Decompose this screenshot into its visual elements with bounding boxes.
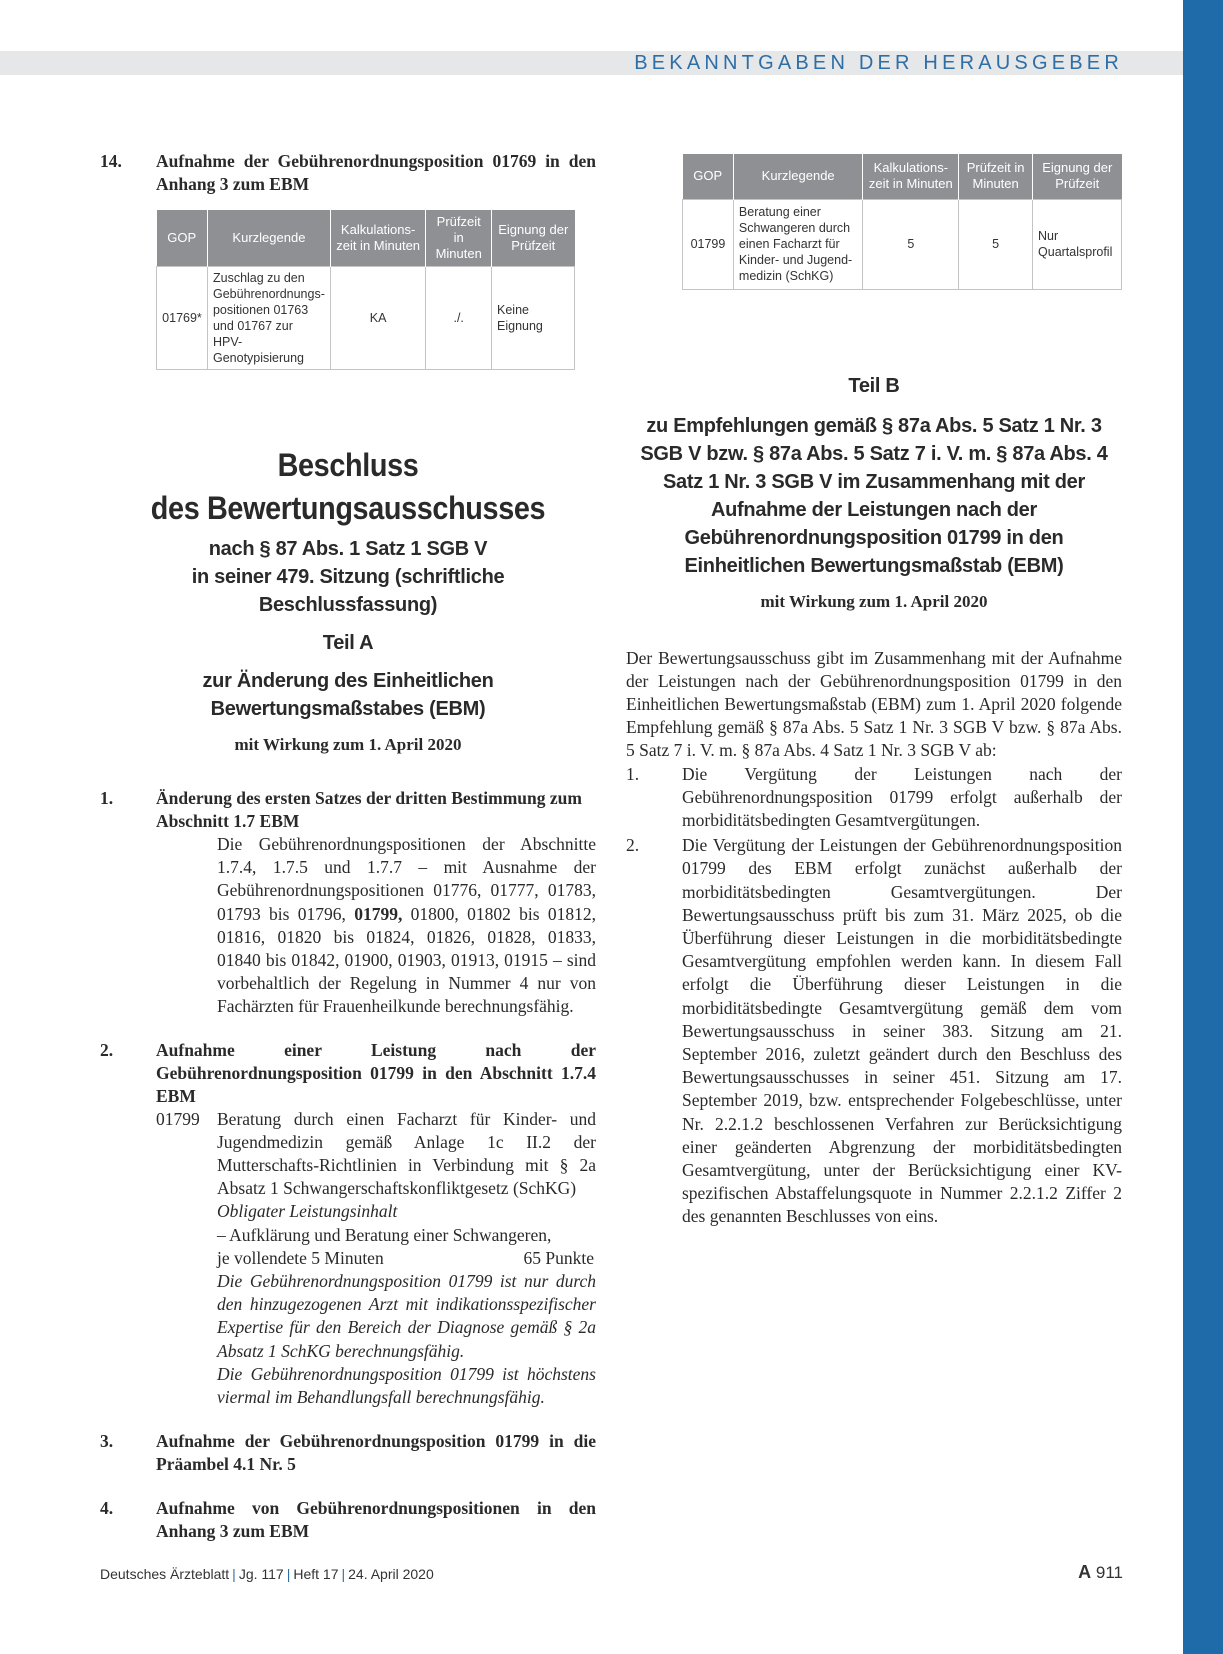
gop-number: 01799 xyxy=(156,1108,200,1129)
gop-description: Beratung durch einen Facharzt für Kinder- und Jugendmedizin gemäß Anlage 1c II.2 der Mutterschafts-Richtlinien in Verbindung mit § 2a Absatz 1 Schwangerschaftskonfliktgesetz (SchKG) xyxy=(217,1108,596,1199)
th-kalkulationszeit: Kalkulations-zeit in Minuten xyxy=(330,210,426,267)
side-color-bar xyxy=(1183,0,1223,1654)
page-prefix: A xyxy=(1078,1562,1092,1582)
teil-b-subtitle: zu Empfehlungen gemäß § 87a Abs. 5 Satz 1 Nr. 3 SGB V bzw. § 87a Abs. 5 Satz 7 i. V. m. § 87a Abs. 4 Satz 1 Nr. 3 SGB V im Zusammenhang mit der Aufnahme der Leistungen nach der Gebührenordnungsposition 01799 in den Einheitlichen Bewertungsmaßstab (EBM) xyxy=(640,414,1108,577)
item-number: 4. xyxy=(100,1498,114,1519)
teil-b-item-2 xyxy=(626,834,1122,1228)
teil-b-intro: Der Bewertungsausschuss gibt im Zusammenhang mit der Aufnahme der Leistungen nach der Gebührenordnungsposition 01799 in den Einheitlichen Bewertungsmaßstab (EBM) zum 1. April 2020 folgende Empfehlung gemäß § 87a Abs. 5 Satz 1 Nr. 3 SGB V bzw. § 87a Abs. 5 Satz 7 i. V. m. § 87a Abs. 4 Satz 1 Nr. 3 SGB V ab: xyxy=(626,647,1122,761)
section-title: Aufnahme der Gebührenordnungsposition 01769 in den Anhang 3 zum EBM xyxy=(156,151,596,194)
bullet-line1: – Aufklärung und Beratung einer Schwangeren, xyxy=(217,1224,552,1245)
gop-table-01799 xyxy=(682,154,1122,290)
table-row xyxy=(157,267,575,370)
cell-pruef: ./. xyxy=(426,267,492,370)
item-number: 2. xyxy=(626,835,640,856)
left-column xyxy=(100,150,596,1543)
gop-description-block xyxy=(217,1108,596,1410)
beschluss-sub2: in seiner 479. Sitzung (schriftliche Beschlussfassung) xyxy=(191,566,505,616)
cell-pruef: 5 xyxy=(959,199,1033,289)
th-gop: GOP xyxy=(157,210,208,267)
obligat-label: Obligater Leistungsinhalt xyxy=(217,1201,398,1222)
beschluss-heading xyxy=(100,444,596,757)
cell-gop: 01799 xyxy=(683,199,734,289)
footer-heft: Heft 17 xyxy=(293,1566,339,1582)
cell-kalk: 5 xyxy=(863,199,959,289)
note-2: Die Gebührenordnungsposition 01799 ist höchstens viermal im Behandlungsfall berechnungsfähig. xyxy=(217,1363,596,1408)
table-header-row xyxy=(157,210,575,267)
th-gop: GOP xyxy=(683,154,734,199)
cell-gop: 01769* xyxy=(157,267,208,370)
cell-eignung: Nur Quartalsprofil xyxy=(1033,199,1122,289)
th-kurzlegende: Kurzlegende xyxy=(207,210,330,267)
teil-b-title: Teil B xyxy=(848,374,900,397)
bullet-line2-row xyxy=(217,1247,596,1270)
teil-b-wirkung: mit Wirkung zum 1. April 2020 xyxy=(760,591,988,611)
footer-citation: Deutsches Ärzteblatt | Jg. 117 | Heft 17 | 24. April 2020 xyxy=(100,1566,434,1582)
teil-b-heading xyxy=(620,372,1128,614)
th-kurzlegende: Kurzlegende xyxy=(733,154,862,199)
item-number: 1. xyxy=(100,788,114,808)
item-4-heading xyxy=(100,1497,596,1543)
item-1-text-bold: 01799, xyxy=(354,903,403,924)
item-title: Aufnahme einer Leistung nach der Gebührenordnungsposition 01799 in den Abschnitt 1.7.4 EBM xyxy=(156,1039,596,1106)
footer-jg: Jg. 117 xyxy=(238,1566,284,1582)
item-2-heading xyxy=(100,1039,596,1108)
beschluss-title-line2: des Bewertungsausschusses xyxy=(150,490,546,526)
section-14-heading xyxy=(100,150,596,196)
beschluss-title-line1: Beschluss xyxy=(277,447,419,483)
teil-a-subtitle: zur Änderung des Einheitlichen Bewertungsmaßstabes (EBM) xyxy=(202,670,494,720)
gop-table-01769 xyxy=(156,210,575,370)
item-number: 2. xyxy=(100,1039,114,1060)
th-eignung: Eignung der Prüfzeit xyxy=(1033,154,1122,199)
item-text: Die Vergütung der Leistungen nach der Gebührenordnungsposition 01799 erfolgt außerhalb der morbiditätsbedingten Gesamtvergütungen. xyxy=(682,763,1122,830)
item-text: Die Vergütung der Leistungen der Gebührenordnungsposition 01799 des EBM erfolgt zunächst außerhalb der morbiditätsbedingten Gesamtvergütungen. Der Bewertungsausschuss prüft bis zum 31. März 2025, ob die Überführung dieser Leistungen in die morbiditätsbedingte Gesamtvergütung empfohlen werden kann. In diesem Fall erfolgt die Überführung dieser Leistungen in die morbiditätsbedingte Gesamtvergütung gemäß dem vom Bewertungsausschuss in seiner 383. Sitzung am 21. September 2016, zuletzt geändert durch den Beschluss des Bewertungsausschusses in seiner 451. Sitzung am 17. September 2019, bzw. entsprechender Folgebeschlüsse, unter Nr. 2.2.1.2 beschlossenen Verfahren zur Berücksichtigung einer geänderten Abgrenzung der morbiditätsbedingten Gesamtvergütung, unter der Berücksichtigung einer KV-spezifischen Abstaffelungsquote in Nummer 2.2.1.2 Ziffer 2 des genannten Beschlusses von eins. xyxy=(682,835,1122,1227)
cell-kurzlegende: Beratung einer Schwangeren durch einen Facharzt für Kinder- und Jugend-medizin (SchKG) xyxy=(733,199,862,289)
th-pruefzeit: Prüfzeit in Minuten xyxy=(426,210,492,267)
teil-a-title: Teil A xyxy=(322,632,374,654)
th-kalkulationszeit: Kalkulations-zeit in Minuten xyxy=(863,154,959,199)
item-3-heading xyxy=(100,1430,596,1476)
item-title: Aufnahme von Gebührenordnungspositionen in den Anhang 3 zum EBM xyxy=(156,1498,596,1542)
item-1-heading xyxy=(100,787,596,833)
footer-journal: Deutsches Ärzteblatt xyxy=(100,1566,230,1582)
section-number: 14. xyxy=(100,151,122,171)
section-header-title: BEKANNTGABEN DER HERAUSGEBER xyxy=(634,52,1123,74)
page-number: 911 xyxy=(1095,1563,1123,1582)
item-number: 3. xyxy=(100,1431,114,1452)
item-title: Änderung des ersten Satzes der dritten Bestimmung zum Abschnitt 1.7 EBM xyxy=(156,788,582,831)
item-1-text-b: 01800, 01802 bis 01812, 01816, 01820 bis 01824, 01826, 01828, 01833, 01840 bis 01842, 01900, 01903, 01913, 01915 – sind vorbehaltlich der Regelung in Nummer 4 nur von Fachärzten für Frauenheilkunde berechnungsfähig. xyxy=(217,903,596,1017)
teil-b-item-1 xyxy=(626,763,1122,833)
th-eignung: Eignung der Prüfzeit xyxy=(492,210,575,267)
footer-page-number xyxy=(1078,1562,1123,1583)
item-number: 1. xyxy=(626,763,640,784)
th-pruefzeit: Prüfzeit in Minuten xyxy=(959,154,1033,199)
punkte-value: 65 Punkte xyxy=(523,1247,594,1268)
table-header-row xyxy=(683,154,1122,199)
beschluss-sub1: nach § 87 Abs. 1 Satz 1 SGB V xyxy=(208,538,488,560)
note-1: Die Gebührenordnungsposition 01799 ist nur durch den hinzugezogenen Arzt mit indikationsspezifischer Expertise für den Bereich der Diagnose gemäß § 2a Absatz 1 SchKG berechnungsfähig. xyxy=(217,1271,596,1361)
bullet-line2: je vollendete 5 Minuten xyxy=(217,1247,384,1268)
table-row xyxy=(683,199,1122,289)
footer-date: 24. April 2020 xyxy=(348,1566,434,1582)
item-1-text-a: Die Gebührenordnungspositionen der Abschnitte 1.7.4, 1.7.5 und 1.7.7 – mit Ausnahme der Gebührenordnungspositionen 01776, 01777, 01783, 01793 bis 01796, xyxy=(217,834,596,924)
cell-eignung: Keine Eignung xyxy=(492,267,575,370)
item-2-body xyxy=(156,1108,596,1410)
teil-a-wirkung: mit Wirkung zum 1. April 2020 xyxy=(234,735,462,754)
item-title: Aufnahme der Gebührenordnungsposition 01799 in die Präambel 4.1 Nr. 5 xyxy=(156,1431,596,1475)
cell-kalk: KA xyxy=(330,267,426,370)
right-column xyxy=(626,150,1122,1229)
item-1-body xyxy=(217,833,596,1019)
cell-kurzlegende: Zuschlag zu den Gebührenordnungs-positionen 01763 und 01767 zur HPV-Genotypisierung xyxy=(207,267,330,370)
